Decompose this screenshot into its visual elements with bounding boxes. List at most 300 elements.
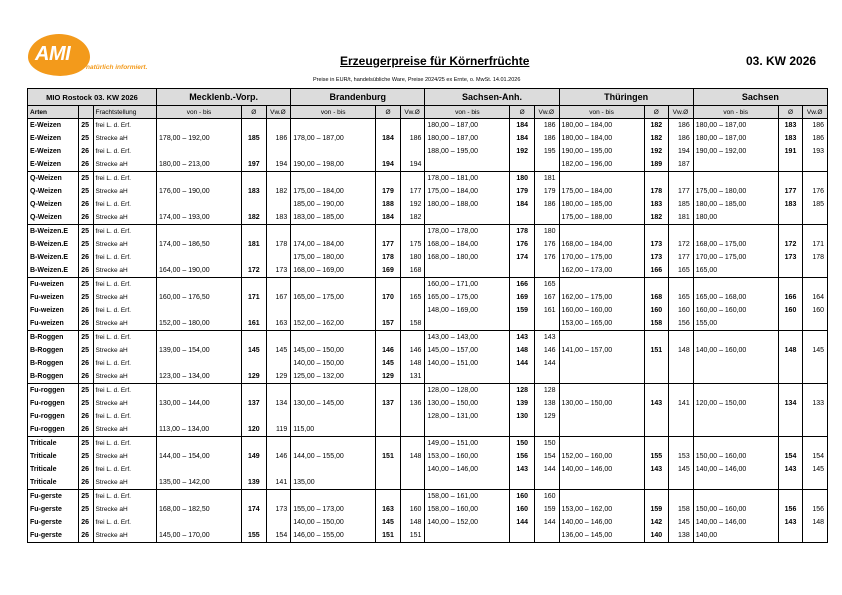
price-range: 160,00 – 171,00: [425, 278, 510, 292]
row-fracht: Strecke aH: [93, 132, 157, 145]
row-jahr: 25: [79, 397, 93, 410]
row-fracht: Strecke aH: [93, 211, 157, 225]
price-avg: 148: [778, 344, 803, 357]
price-avg: [778, 158, 803, 172]
price-avg: [242, 278, 267, 292]
price-range: 155,00: [693, 317, 778, 331]
price-range: 152,00 – 160,00: [559, 450, 644, 463]
price-prev-avg: [803, 384, 828, 398]
price-prev-avg: [266, 463, 291, 476]
price-avg: [778, 410, 803, 423]
row-fracht: frei L. d. Erf.: [93, 437, 157, 451]
price-prev-avg: [534, 476, 559, 490]
price-avg: 172: [778, 238, 803, 251]
price-prev-avg: 133: [803, 397, 828, 410]
price-range: [157, 198, 242, 211]
price-range: 140,00 – 151,00: [425, 357, 510, 370]
price-prev-avg: 185: [678, 201, 690, 208]
price-avg: 130: [510, 410, 535, 423]
price-range: [693, 172, 778, 186]
price-range: [693, 331, 778, 345]
price-prev-avg: [400, 278, 425, 292]
price-prev-avg: 150: [534, 437, 559, 451]
price-prev-avg: [534, 370, 559, 384]
price-prev-avg: 165: [534, 278, 559, 292]
price-avg: 177: [778, 185, 803, 198]
price-prev-avg: 176: [543, 254, 556, 261]
price-range: 144,00 – 155,00: [291, 450, 376, 463]
row-jahr: 25: [79, 490, 93, 504]
price-range: [157, 384, 242, 398]
price-range: [157, 410, 242, 423]
price-range: [559, 172, 644, 186]
price-prev-avg: 145: [803, 344, 828, 357]
col-vw: Vw.Ø: [400, 106, 425, 119]
row-fracht: Strecke aH: [93, 185, 157, 198]
row-fracht: Strecke aH: [93, 529, 157, 543]
table-row: [28, 185, 828, 198]
price-avg: 184: [510, 132, 535, 145]
price-range: [157, 119, 242, 133]
price-avg: [778, 384, 803, 398]
price-avg: 160: [644, 304, 669, 317]
row-art: Fu-weizen: [28, 317, 79, 331]
price-prev-avg: [669, 476, 694, 490]
region-st: Sachsen-Anh.: [425, 89, 559, 106]
price-prev-avg: [400, 145, 425, 158]
table-row: [28, 158, 828, 172]
price-range: 190,00 – 195,00: [559, 145, 644, 158]
price-avg: [778, 172, 803, 186]
row-jahr: 25: [79, 119, 93, 133]
table-row: [28, 357, 828, 370]
price-prev-avg: [400, 463, 425, 476]
price-avg: [242, 145, 267, 158]
price-prev-avg: 138: [543, 400, 556, 407]
row-art: Fu-weizen: [28, 278, 79, 292]
table-row: [28, 211, 828, 225]
row-jahr: 25: [79, 450, 93, 463]
price-range: 113,00 – 134,00: [157, 423, 242, 437]
price-range: 146,00 – 155,00: [291, 529, 376, 543]
row-fracht: Strecke aH: [93, 423, 157, 437]
price-range: [291, 490, 376, 504]
price-prev-avg: 187: [678, 161, 690, 168]
page-title: Erzeugerpreise für Körnerfrüchte: [340, 54, 530, 68]
price-avg: [778, 357, 803, 370]
price-avg: [242, 251, 267, 264]
price-prev-avg: 145: [275, 347, 288, 354]
price-avg: [242, 198, 267, 211]
price-avg: [778, 331, 803, 345]
price-prev-avg: 172: [678, 241, 690, 248]
price-prev-avg: 182: [275, 188, 288, 195]
price-range: [291, 331, 376, 345]
price-range: 180,00 – 185,00: [693, 198, 778, 211]
price-avg: [376, 476, 401, 490]
price-avg: 183: [644, 198, 669, 211]
price-prev-avg: 165: [409, 294, 422, 301]
table-row: [28, 198, 828, 211]
price-avg: 173: [644, 238, 669, 251]
price-prev-avg: 177: [678, 188, 690, 195]
price-prev-avg: 156: [803, 503, 828, 516]
region-th: Thüringen: [559, 89, 693, 106]
price-avg: [376, 304, 401, 317]
price-prev-avg: [803, 490, 828, 504]
price-avg: 143: [510, 331, 535, 345]
price-avg: 163: [376, 503, 401, 516]
price-range: [693, 357, 778, 370]
price-prev-avg: [400, 304, 425, 317]
table-row: [28, 317, 828, 331]
col-von: von - bis: [425, 106, 510, 119]
price-range: 160,00 – 160,00: [693, 304, 778, 317]
price-prev-avg: 167: [275, 294, 288, 301]
row-art: Q-Weizen: [28, 198, 79, 211]
col-vw: Vw.Ø: [266, 106, 291, 119]
price-range: [157, 490, 242, 504]
price-prev-avg: 146: [543, 347, 556, 354]
price-prev-avg: 179: [543, 188, 556, 195]
price-range: 144,00 – 154,00: [157, 450, 242, 463]
price-avg: 160: [510, 490, 535, 504]
region-header-row: [28, 89, 828, 106]
price-range: 135,00: [291, 476, 376, 490]
price-prev-avg: [534, 529, 559, 543]
col-vw: Vw.Ø: [803, 106, 828, 119]
price-avg: [644, 331, 669, 345]
price-prev-avg: 195: [543, 148, 556, 155]
col-arten: Arten: [28, 106, 79, 119]
price-avg: 160: [778, 304, 803, 317]
price-range: [157, 278, 242, 292]
price-prev-avg: 194: [678, 148, 690, 155]
price-avg: 172: [242, 264, 267, 278]
row-jahr: 25: [79, 132, 93, 145]
price-avg: 171: [242, 291, 267, 304]
price-prev-avg: [803, 423, 828, 437]
table-row: [28, 410, 828, 423]
price-avg: [644, 476, 669, 490]
row-art: Fu-gerste: [28, 529, 79, 543]
price-range: 160,00 – 160,00: [559, 304, 644, 317]
row-art: Triticale: [28, 476, 79, 490]
price-avg: 159: [644, 503, 669, 516]
price-prev-avg: 144: [543, 360, 556, 367]
price-prev-avg: [266, 145, 291, 158]
price-prev-avg: 164: [803, 291, 828, 304]
price-range: 153,00 – 160,00: [425, 450, 510, 463]
price-prev-avg: 186: [803, 132, 828, 145]
price-avg: [778, 211, 803, 225]
price-avg: [510, 370, 535, 384]
price-prev-avg: 158: [678, 506, 690, 513]
price-range: 158,00 – 161,00: [425, 490, 510, 504]
price-avg: 194: [376, 158, 401, 172]
price-prev-avg: 134: [275, 400, 288, 407]
price-range: 178,00 – 187,00: [291, 132, 376, 145]
price-avg: 143: [644, 463, 669, 476]
price-prev-avg: 185: [803, 198, 828, 211]
price-range: 168,00 – 184,00: [425, 238, 510, 251]
row-art: Fu-roggen: [28, 410, 79, 423]
table-row: [28, 331, 828, 345]
price-avg: 183: [778, 132, 803, 145]
price-avg: 184: [510, 119, 535, 133]
price-range: 180,00 – 213,00: [157, 158, 242, 172]
price-avg: 120: [242, 423, 267, 437]
table-row: [28, 529, 828, 543]
column-header-row: [28, 106, 828, 119]
price-range: 175,00 – 184,00: [425, 185, 510, 198]
price-prev-avg: [266, 119, 291, 133]
price-avg: 161: [242, 317, 267, 331]
price-range: 148,00 – 169,00: [425, 304, 510, 317]
row-fracht: frei L. d. Erf.: [93, 251, 157, 264]
price-avg: 169: [376, 264, 401, 278]
price-range: [559, 357, 644, 370]
col-von: von - bis: [559, 106, 644, 119]
price-prev-avg: 145: [803, 463, 828, 476]
row-art: B-Roggen: [28, 370, 79, 384]
row-jahr: 26: [79, 317, 93, 331]
price-avg: 143: [510, 463, 535, 476]
price-range: 188,00 – 195,00: [425, 145, 510, 158]
price-prev-avg: 165: [678, 267, 690, 274]
row-jahr: 25: [79, 225, 93, 239]
price-range: [559, 225, 644, 239]
row-jahr: 25: [79, 291, 93, 304]
table-row: [28, 490, 828, 504]
price-range: [693, 490, 778, 504]
price-range: [425, 529, 510, 543]
price-prev-avg: [534, 211, 559, 225]
price-avg: [644, 370, 669, 384]
price-range: [559, 437, 644, 451]
price-prev-avg: [803, 410, 828, 423]
table-row: [28, 251, 828, 264]
price-avg: [376, 225, 401, 239]
row-jahr: 26: [79, 158, 93, 172]
price-avg: 143: [644, 397, 669, 410]
price-range: 175,00 – 184,00: [559, 185, 644, 198]
price-range: [559, 410, 644, 423]
price-range: [559, 331, 644, 345]
price-prev-avg: [803, 529, 828, 543]
price-avg: 159: [510, 304, 535, 317]
price-avg: 183: [242, 185, 267, 198]
table-row: [28, 172, 828, 186]
table-row: [28, 132, 828, 145]
price-prev-avg: [669, 331, 694, 345]
price-prev-avg: [803, 211, 828, 225]
table-row: [28, 463, 828, 476]
price-avg: 168: [644, 291, 669, 304]
price-avg: [376, 145, 401, 158]
price-range: 178,00 – 181,00: [425, 172, 510, 186]
logo-name: AMI: [35, 43, 71, 65]
price-range: [693, 370, 778, 384]
price-avg: 188: [376, 198, 401, 211]
row-fracht: frei L. d. Erf.: [93, 516, 157, 529]
mio-label: MIO Rostock 03. KW 2026: [28, 89, 157, 106]
price-range: 120,00 – 150,00: [693, 397, 778, 410]
price-avg: 144: [510, 516, 535, 529]
price-prev-avg: 180: [409, 254, 422, 261]
price-avg: [510, 158, 535, 172]
price-prev-avg: 143: [534, 331, 559, 345]
price-prev-avg: [803, 370, 828, 384]
table-row: [28, 264, 828, 278]
price-avg: 155: [242, 529, 267, 543]
price-prev-avg: [266, 278, 291, 292]
price-prev-avg: 186: [678, 135, 690, 142]
price-range: 180,00 – 187,00: [425, 119, 510, 133]
price-avg: 145: [376, 357, 401, 370]
price-range: 128,00 – 131,00: [425, 410, 510, 423]
price-range: 185,00 – 190,00: [291, 198, 376, 211]
price-avg: [242, 331, 267, 345]
row-fracht: Strecke aH: [93, 450, 157, 463]
price-range: 168,00 – 175,00: [693, 238, 778, 251]
price-avg: [644, 490, 669, 504]
price-prev-avg: 181: [678, 214, 690, 221]
price-range: [291, 410, 376, 423]
row-jahr: 25: [79, 503, 93, 516]
price-prev-avg: 178: [275, 241, 288, 248]
price-prev-avg: [400, 172, 425, 186]
price-range: [425, 423, 510, 437]
price-avg: [778, 529, 803, 543]
price-range: 190,00 – 192,00: [693, 145, 778, 158]
price-prev-avg: 186: [543, 201, 556, 208]
price-avg: 150: [510, 437, 535, 451]
price-prev-avg: 154: [266, 529, 291, 543]
row-jahr: 26: [79, 529, 93, 543]
price-range: 176,00 – 190,00: [157, 185, 242, 198]
price-prev-avg: 154: [543, 453, 556, 460]
price-range: 178,00 – 192,00: [157, 132, 242, 145]
price-range: 174,00 – 193,00: [157, 211, 242, 225]
price-prev-avg: 168: [409, 267, 422, 274]
price-avg: 183: [778, 119, 803, 133]
price-avg: 157: [376, 317, 401, 331]
price-range: 180,00 – 184,00: [559, 119, 644, 133]
price-prev-avg: 160: [534, 490, 559, 504]
price-avg: [644, 278, 669, 292]
price-prev-avg: [803, 278, 828, 292]
price-prev-avg: 194: [275, 161, 288, 168]
price-prev-avg: [266, 172, 291, 186]
price-prev-avg: 173: [275, 267, 288, 274]
price-prev-avg: [266, 304, 291, 317]
price-avg: 128: [510, 384, 535, 398]
row-fracht: frei L. d. Erf.: [93, 331, 157, 345]
price-prev-avg: 146: [275, 453, 288, 460]
table-row: [28, 145, 828, 158]
row-art: B-Roggen: [28, 344, 79, 357]
row-art: Fu-roggen: [28, 423, 79, 437]
price-prev-avg: [400, 384, 425, 398]
price-prev-avg: 148: [803, 516, 828, 529]
col-avg: Ø: [376, 106, 401, 119]
price-range: 140,00 – 146,00: [559, 516, 644, 529]
price-avg: 173: [778, 251, 803, 264]
table-row: [28, 516, 828, 529]
price-avg: 177: [376, 238, 401, 251]
price-avg: [644, 410, 669, 423]
page-subtitle: Preise in EUR/t, handelsübliche Ware, Preise 2024/25 ex Ernte, o. MwSt. 14.01.2026: [313, 77, 521, 83]
price-avg: 182: [644, 132, 669, 145]
price-avg: [644, 172, 669, 186]
price-avg: 179: [510, 185, 535, 198]
price-avg: 166: [510, 278, 535, 292]
price-avg: 182: [644, 211, 669, 225]
row-art: E-Weizen: [28, 145, 79, 158]
price-avg: [242, 225, 267, 239]
price-prev-avg: [400, 119, 425, 133]
row-fracht: Strecke aH: [93, 397, 157, 410]
week-label: 03. KW 2026: [746, 54, 817, 68]
price-range: [559, 423, 644, 437]
row-fracht: Strecke aH: [93, 158, 157, 172]
row-jahr: 26: [79, 145, 93, 158]
price-prev-avg: 131: [409, 373, 422, 380]
row-fracht: Strecke aH: [93, 317, 157, 331]
row-art: B-Roggen: [28, 331, 79, 345]
price-prev-avg: [669, 410, 694, 423]
price-range: 152,00 – 180,00: [157, 317, 242, 331]
price-avg: 139: [510, 397, 535, 410]
price-prev-avg: 160: [803, 304, 828, 317]
price-range: [157, 251, 242, 264]
price-avg: [376, 463, 401, 476]
price-range: 178,00 – 178,00: [425, 225, 510, 239]
price-prev-avg: 186: [669, 119, 694, 133]
price-avg: [644, 225, 669, 239]
price-range: [693, 437, 778, 451]
price-range: 180,00: [693, 211, 778, 225]
price-range: 175,00 – 184,00: [291, 185, 376, 198]
price-prev-avg: [266, 516, 291, 529]
col-von: von - bis: [693, 106, 778, 119]
price-prev-avg: 148: [409, 453, 422, 460]
row-jahr: 26: [79, 357, 93, 370]
row-art: Fu-weizen: [28, 304, 79, 317]
price-prev-avg: 148: [678, 347, 690, 354]
price-range: [291, 172, 376, 186]
price-prev-avg: [803, 331, 828, 345]
price-prev-avg: 167: [543, 294, 556, 301]
price-prev-avg: [400, 476, 425, 490]
price-avg: 151: [376, 450, 401, 463]
row-fracht: Strecke aH: [93, 291, 157, 304]
table-row: [28, 304, 828, 317]
price-prev-avg: 153: [678, 453, 690, 460]
price-avg: 134: [778, 397, 803, 410]
price-avg: 166: [644, 264, 669, 278]
row-jahr: 26: [79, 370, 93, 384]
price-avg: [778, 317, 803, 331]
price-range: 140,00 – 146,00: [693, 463, 778, 476]
price-prev-avg: [266, 437, 291, 451]
price-avg: 176: [510, 238, 535, 251]
price-prev-avg: [803, 357, 828, 370]
price-range: 182,00 – 196,00: [559, 158, 644, 172]
price-range: 168,00 – 169,00: [291, 264, 376, 278]
table-row: [28, 437, 828, 451]
